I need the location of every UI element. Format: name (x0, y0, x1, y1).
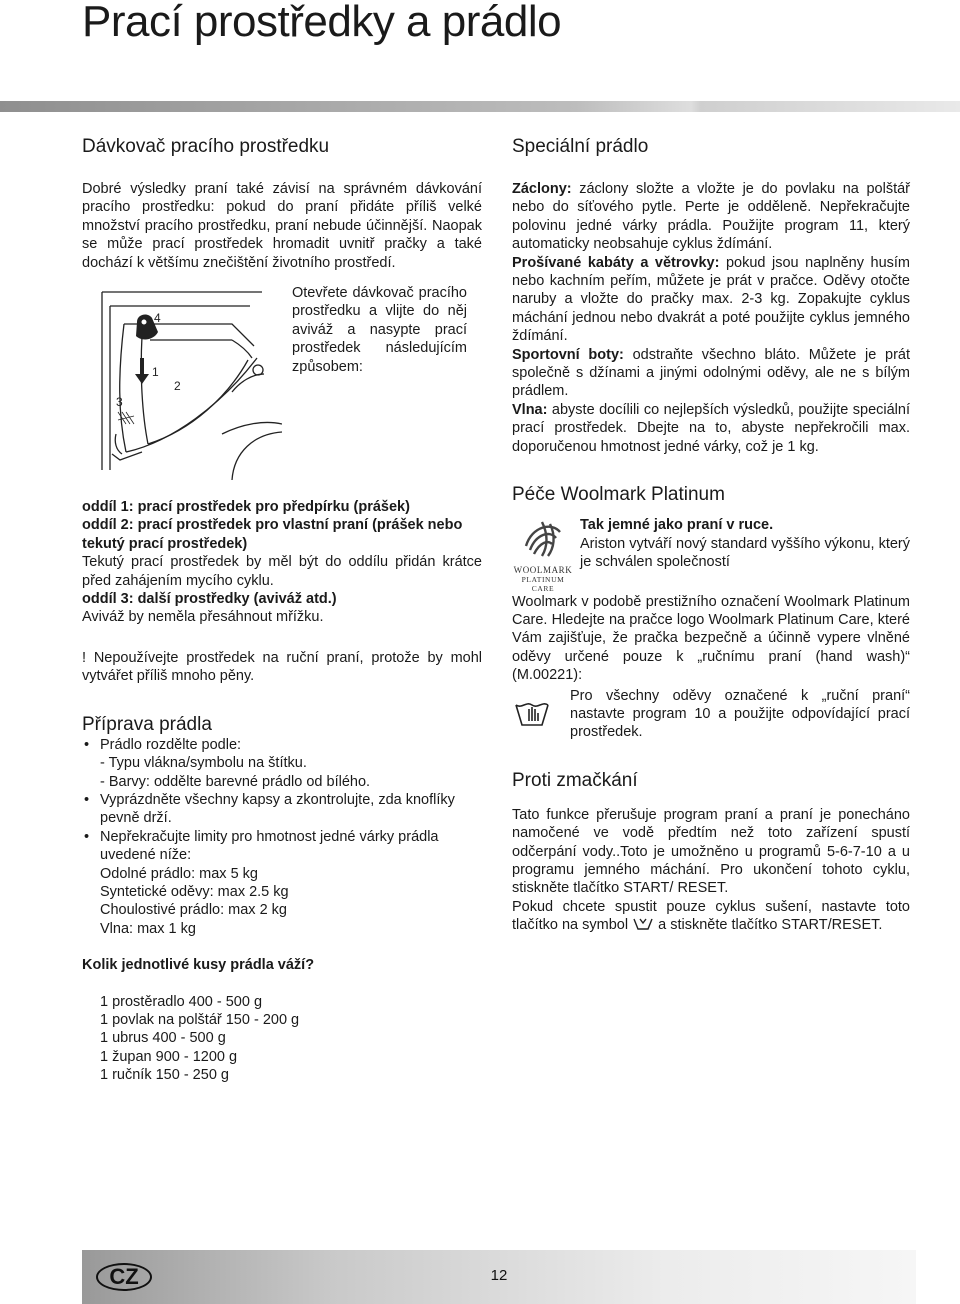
woolmark-intro (580, 516, 910, 592)
woolmark-text-2: Woolmark v podobě prestižního označení Woolmark Platinum Care. Hledejte na pračce logo Woolmark Platinum Care, které Vám zajišťuje, že pračka bezpečně a účinně vypere vlněné oděvy určené pouze k „ručnímu praní (hand wash)“ (M.00221): (512, 593, 910, 684)
detergent-dispenser-illustration (82, 284, 282, 480)
page-number: 12 (490, 1267, 508, 1284)
figure-label-4: 4 (154, 311, 161, 326)
compartment-3: oddíl 3: další prostředky (aviváž atd.) (82, 591, 337, 608)
limit-line: Syntetické oděvy: max 2.5 kg (100, 883, 289, 900)
anticrease-text-1: Tato funkce přerušuje program praní a praní je ponecháno namočené ve vodě předtím než toto zařízení spustí odčerpání vody..Toto je umožněno u programů 5-6-7-10 a u programu jemného máchání. Pro ukončení tohoto cyklu, stiskněte tlačítko START/ RESET. (512, 806, 910, 897)
weights-heading: Kolik jednotlivé kusy prádla váží? (82, 957, 315, 974)
weight-line: 1 župan 900 - 1200 g (100, 1048, 238, 1065)
weights-list (82, 993, 482, 1085)
weight-line: 1 ručník 150 - 250 g (100, 1067, 229, 1084)
woolmark-logo-line: CARE (531, 583, 555, 593)
figure-label-3: 3 (116, 395, 123, 410)
prep-list (82, 736, 482, 865)
woolmark-lead: Tak jemné jako praní v ruce. (580, 517, 774, 534)
prep-item: • Vyprázdněte všechny kapsy a zkontrolujte, zda knoflíky pevně drží. (82, 791, 482, 828)
anticrease-text-2: Pokud chcete spustit pouze cyklus sušení, nastavte toto tlačítko na symbol a stiskněte tlačítko START/RESET. (512, 898, 910, 934)
dispenser-caption: Otevřete dávkovač pracího prostředku a vlijte do něj aviváž a nasypte prací prostředek následujícím způsobem: (292, 285, 467, 375)
woolmark-logo-line: PLATINUM (521, 574, 565, 584)
wool-paragraph: Vlna: abyste docílili co nejlepších výsledků, použijte speciální prací prostředek. Dbejte na to, abyste nepřekročili max. doporučenou hmotnost jedné várky, což je 1 kg. (512, 401, 910, 455)
anticrease-heading: Proti zmačkání (512, 769, 638, 791)
woolmark-text-1: Ariston vytváří nový standard vyššího výkonu, který je schválen společností (580, 535, 910, 570)
prep-item: • Nepřekračujte limity pro hmotnost jedné várky prádla uvedené níže: (82, 828, 482, 865)
drain-spin-icon (632, 917, 654, 931)
prep-subitem: - Typu vlákna/symbolu na štítku. (100, 755, 307, 772)
woolmark-logo-line: WOOLMARK (513, 564, 573, 575)
prep-subitem: - Barvy: oddělte barevné prádlo od bílého. (100, 773, 371, 790)
weight-limits (82, 865, 482, 939)
special-heading: Speciální prádlo (512, 136, 649, 157)
figure-label-2: 2 (174, 379, 181, 394)
weight-line: 1 prostěradlo 400 - 500 g (100, 993, 263, 1010)
dispenser-heading: Dávkovač pracího prostředku (82, 136, 330, 157)
compartment-1: oddíl 1: prací prostředek pro předpírku (prášek) (82, 499, 410, 516)
left-column (82, 136, 482, 1085)
limit-line: Odolné prádlo: max 5 kg (100, 865, 258, 882)
compartment-2: oddíl 2: prací prostředek pro vlastní praní (prášek nebo tekutý prací prostředek) (82, 517, 463, 552)
weight-line: 1 povlak na polštář 150 - 200 g (100, 1011, 300, 1028)
dispenser-figure-row (82, 284, 482, 480)
woolmark-block (512, 516, 910, 592)
warning-text: ! Nepoužívejte prostředek na ruční praní, protože by mohl vytvářet příliš mnoho pěny. (82, 649, 482, 685)
quilted-paragraph: Prošívané kabáty a větrovky: pokud jsou naplněny husím nebo kachním peřím, můžete je prát v pračce. Oděvy otočte naruby a vložte do pračky max. 2-3 kg. Zopakujte cyklus máchání jednou nebo dvakrát a poté použijte cyklus jemného ždímání. (512, 254, 911, 345)
prep-heading: Příprava prádla (82, 713, 212, 735)
handwash-icon-wrap (512, 687, 570, 742)
curtains-paragraph: Záclony: záclony složte a vložte je do povlaku na polštář nebo do síťového pytle. Perte je odděleně. Nepřekračujte polovinu jedné várky prádla. Použijte program 11, který automaticky neobsahuje cyklus ždímání. (512, 181, 910, 253)
hand-wash-icon (512, 695, 552, 729)
woolmark-heading: Péče Woolmark Platinum (512, 484, 725, 506)
shoes-paragraph: Sportovní boty: odstraňte všechno bláto. Můžete je prát společně s džínami a jinými odolnými oděvy, ale ne s bílým prádlem. (512, 346, 910, 400)
limit-line: Vlna: max 1 kg (100, 920, 196, 937)
figure-label-1: 1 (152, 365, 159, 380)
limit-line: Choulostivé prádlo: max 2 kg (100, 902, 287, 919)
weight-line: 1 ubrus 400 - 500 g (100, 1030, 226, 1047)
country-badge: CZ (96, 1263, 152, 1291)
footer-bar (82, 1250, 916, 1304)
woolmark-ball-icon (518, 516, 568, 560)
page-title: Prací prostředky a prádlo (82, 0, 562, 46)
right-column (512, 136, 910, 935)
prep-item: • Prádlo rozdělte podle: - Typu vlákna/symbolu na štítku. - Barvy: oddělte barevné prádlo od bílého. (82, 736, 482, 791)
woolmark-logo (512, 516, 574, 592)
woolmark-text-3: Pro všechny oděvy označené k „ruční praní“ nastavte program 10 a použijte odpovídající prací prostředek. (570, 687, 910, 741)
compartment-3-note: Aviváž by neměla přesáhnout mřížku. (82, 609, 324, 626)
handwash-block (512, 687, 910, 742)
title-rule (0, 101, 960, 112)
dispenser-intro: Dobré výsledky praní také závisí na správném dávkování pracího prostředku: pokud do praní přidáte příliš velké množství pracího prostředku, praní nebude účinnější. Naopak se může prací prostředek hromadit uvnitř pračky a také dochází k většímu znečištění životního prostředí. (82, 181, 482, 271)
compartment-2-note: Tekutý prací prostředek by měl být do oddílu přidán krátce před zahájením mycího cyklu. (82, 554, 482, 589)
